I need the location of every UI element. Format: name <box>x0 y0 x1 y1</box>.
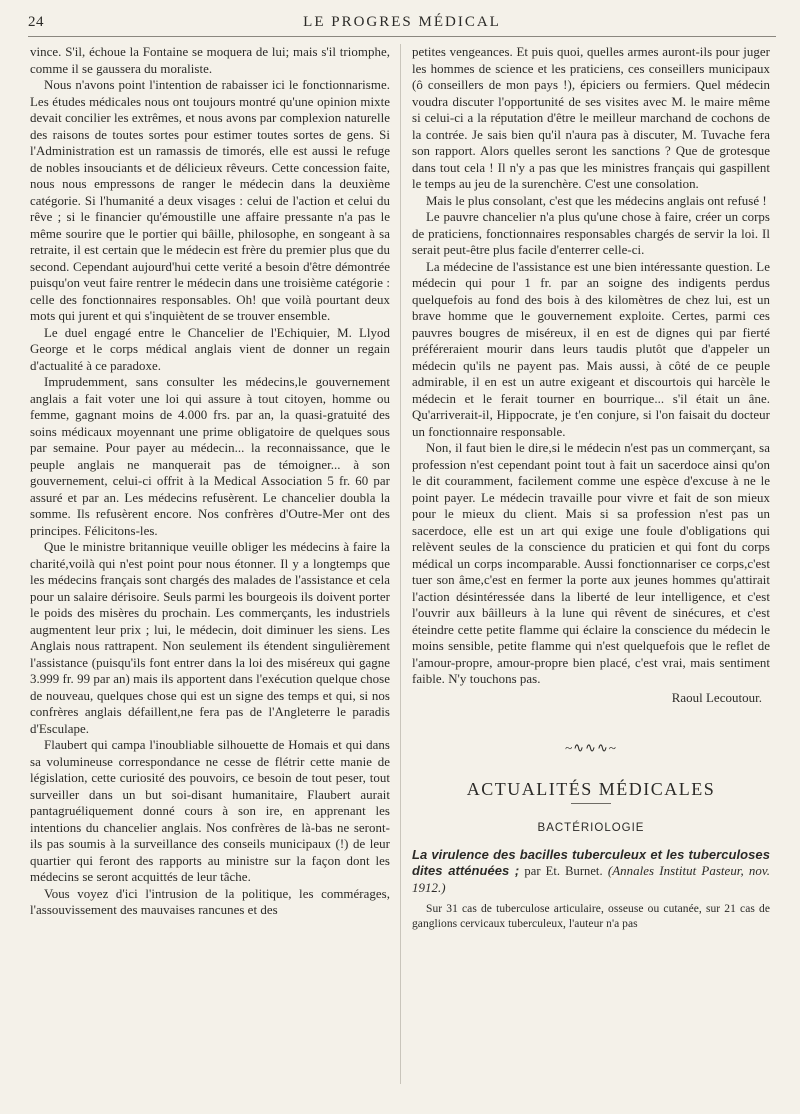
left-column <box>30 44 390 919</box>
article-summary: Sur 31 cas de tuberculose articulaire, osseuse ou cutanée, sur 21 cas de ganglions cervicaux tuberculeux, l'auteur n'a pas <box>412 903 770 930</box>
paragraph: Vous voyez d'ici l'intrusion de la politique, les commérages, l'assouvissement des mauvaises rancunes et des <box>30 886 390 917</box>
paragraph: Flaubert qui campa l'inoubliable silhouette de Homais et qui dans sa volumineuse correspondance ne cesse de flétrir cette manie de législation, cette curiosité des pouvoirs, ce besoin de tout peser, tout surveiller dans un but soi-disant humanitaire, Flaubert aurait pantagruéliquement donné cours à son ire, en apprenant les intentions du chancelier anglais. Nos confrères de là-bas ne seront-ils pas soumis à la surveillance des conseils municipaux (!) de leur quartier qui feront des rapports au ministre sur la façon dont les médecins se seront acquittés de leur tâche. <box>30 738 390 884</box>
paragraph: Non, il faut bien le dire,si le médecin n'est pas un commerçant, sa profession n'est cependant point tout à fait un sacerdoce ainsi qu'on le dit couramment, facilement comme une espèce d'excuse à ne le point payer. Le médecin travaille pour vivre et fait de son mieux pour le mieux du client. Mais si sa profession n'est pas un sacerdoce, elle est un art qui exige une foule d'obligations qui relèvent seules de la conscience du praticien et qui font du corps médical un corps incomparable. Aussi fonctionnariser ce corps,c'est tuer son âme,c'est en fermer la porte aux jeunes hommes qu'attirait l'action désintéressée dans la liberté de leur intelligence, et c'est l'ouvrir aux bâilleurs à la lune qui rêvent de sinécures, et c'est éteindre cette petite flamme qui éclaire la conscience du médecin le moins sensible, petite flamme qui n'est quelquefois que le reflet de l'amour-propre, amour-propre bien placé, c'est vrai, mais sentiment faible. N'y touchons pas. <box>412 441 770 686</box>
journal-title: LE PROGRES MÉDICAL <box>303 14 501 30</box>
paragraph: Que le ministre britannique veuille obliger les médecins à faire la charité,voilà qui n'est point pour nous étonner. Il y a longtemps que les médecins français sont chargés des malades de l'assistance et cela pour un salaire dérisoire. Seuls parmi les bourgeois ils doivent porter le poids des misères du prochain. Les commerçants, les industriels augmentent leur prix ; lui, le médecin, doit diminuer les siens. Les Anglais nous rattrapent. Non seulement ils étendent singulièrement l'assistance (puisqu'ils font entrer dans la loi des miséreux qui gagne 3.999 fr. 99 par an) mais ils apportent dans l'exécution quelque chose de nouveau, quelques chose qui est un signe des temps et qui, si nos confrères anglais défaillent,ne fera pas de l'Angleterre le paradis d'Esculape. <box>30 540 390 736</box>
paragraph: Mais le plus consolant, c'est que les médecins anglais ont refusé ! <box>426 193 767 208</box>
paragraph: petites vengeances. Et puis quoi, quelles armes auront-ils pour juger les hommes de science et les praticiens, ces conseillers municipaux (ô conseillers de mon pays !), épiciers ou fermiers. Quel médecin voudra discuter l'opportunité de ses visites avec M. le maire même si celui-ci a la réputation d'être le meilleur marchand de cochons de la contrée. Je sais bien qu'il n'aura pas à discuter, M. Tuvache fera son rapport. Alors quelles seront les sanctions ? Que de grotesque dans tout cela ! Il n'y a pas que les ministres français qui gaspillent le temps au jeu de la surenchère. C'est une consolation. <box>412 45 770 191</box>
right-column <box>412 44 770 932</box>
section-rule <box>571 803 611 804</box>
page-header <box>28 14 776 37</box>
column-divider <box>400 44 401 1084</box>
paragraph: vince. S'il, échoue la Fontaine se moquera de lui; mais s'il triomphe, comme il se gaussera du moraliste. <box>30 45 390 76</box>
paragraph: Le duel engagé entre le Chancelier de l'Echiquier, M. Llyod George et le corps médical anglais vient de donner un regain d'actualité à ce paradoxe. <box>30 325 390 373</box>
subsection-title: BACTÉRIOLOGIE <box>537 822 645 834</box>
paragraph: La médecine de l'assistance est une bien intéressante question. Le médecin qui pour 1 fr. par an soigne des indigents perdus quelquefois au fond des bois à des kilomètres de chez lui, est un brave homme que le gouvernement exploite. Certes, parmi ces pauvres bougres de miséreux, il en est de dignes qui par fierté préféreraient mourir dans leurs taudis plutôt que d'appeler un médecin qu'ils ne payent pas. Mais aussi, à côté de ce peuple admirable, il en est un autre exigeant et discourtois qui harcèle le médecin et le ferait tourner en bourrique... s'il était un âne. Qu'arriverait-il, Hippocrate, je t'en conjure, si l'on faisait du docteur un fonctionnaire responsable. <box>412 259 770 439</box>
author-signature: Raoul Lecoutour. <box>671 690 762 705</box>
paragraph: Imprudemment, sans consulter les médecins,le gouvernement anglais a fait voter une loi qui assure à tout citoyen, homme ou femme, gagnant moins de 4.000 frs. par an, la quasi-gratuité des soins médicaux moyennant une prime obligatoire de quelques sous par semaine. Pour payer au médecin... la reconnaissance, que le peuple anglais ne manquerait pas de témoigner... à son gouvernement, celui-ci offrit à la Medical Association 5 fr. 60 par assuré et par an. Les médecins refusèrent. Le chancelier doubla la somme. Ils refusèrent encore. Nos confrères d'Outre-Mer ont des principes. Félicitons-les. <box>30 375 390 538</box>
page-number: 24 <box>28 14 44 30</box>
article-author: par Et. Burnet. <box>519 864 603 878</box>
ornament-separator: ~∿∿∿~ <box>565 740 617 755</box>
article-summary-block <box>412 902 770 932</box>
article-heading <box>412 847 770 897</box>
section-title: ACTUALITÉS MÉDICALES <box>466 778 716 799</box>
paragraph: Nous n'avons point l'intention de rabaisser ici le fonctionnarisme. Les études médicales nous ont toujours montré qu'une opinion mixte devait concilier les extrêmes, et nous avons par complexion naturelle des raisons de toutes sortes pour estimer toutes sortes de gens. Si l'Administration est un ramassis de timorés, elle est aussi le refuge de nobles insouciants et de délicieux rêveurs. Cette concession faite, nous nous empressons de ranger le médecin dans la deuxième catégorie. Si l'humanité a deux visages : celui de l'action et celui du rêve ; si le financier qu'émoustille une affaire pressante n'a pas le même sourire que le portier qui bâille, philosophe, en songeant à sa retraite, il est certain que le médecin est frère du premier plus que du second. Cependant aujourd'hui cette verité a besoin d'être démontrée puisqu'on veut faire rentrer le médecin dans une troisième catégorie : celle des fonctionnaires responsables. Oh! que voilà pourtant deux mots qui jurent et qui s'inquiètent de se trouver ensemble. <box>30 78 390 323</box>
paragraph: Le pauvre chancelier n'a plus qu'une chose à faire, créer un corps de praticiens, fonctionnaires responsables chargés de servir la loi. Il serait peut-être plus facile d'enterrer celle-ci. <box>412 210 770 257</box>
article-entry <box>412 847 770 933</box>
article-title: La virulence des bacilles tuberculeux et les tuberculoses dites atténuées ; <box>412 846 770 878</box>
article-source: (Annales Institut Pasteur, nov. 1912.) <box>412 864 771 895</box>
